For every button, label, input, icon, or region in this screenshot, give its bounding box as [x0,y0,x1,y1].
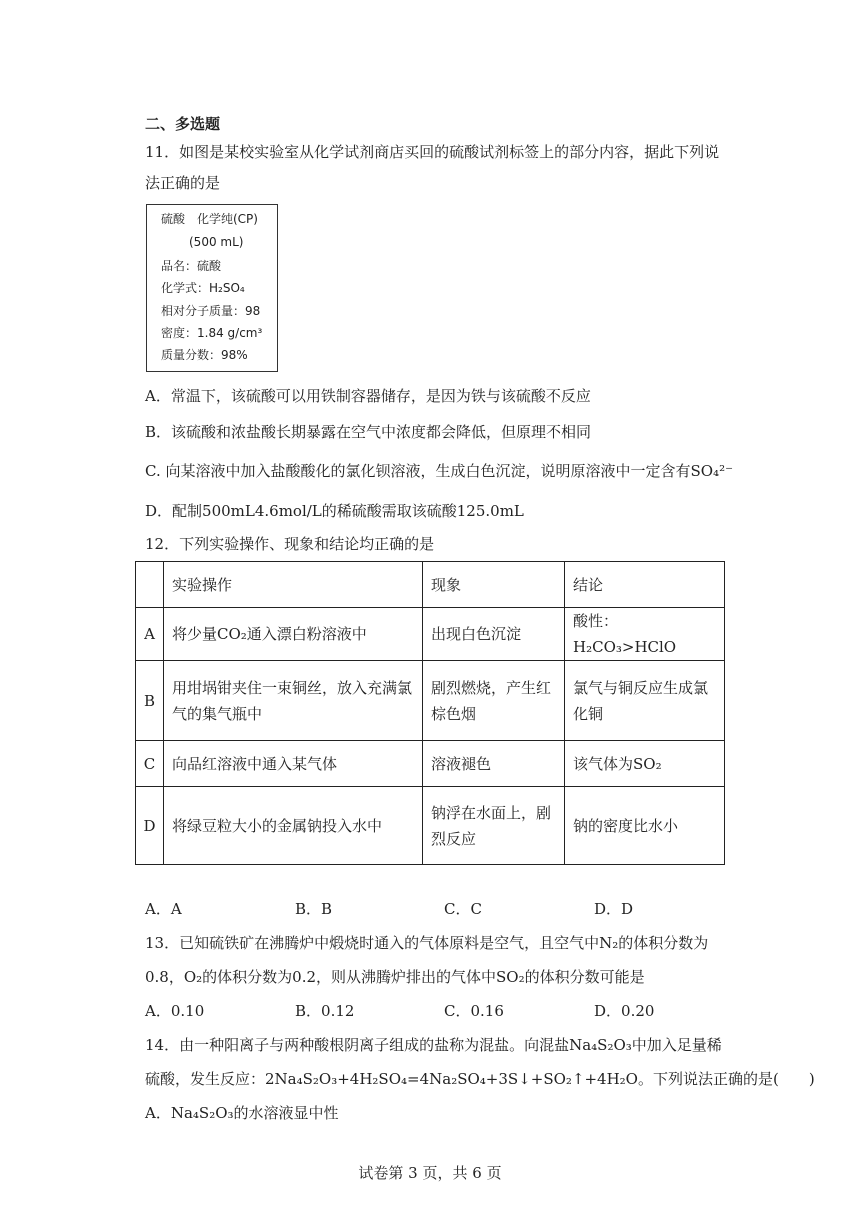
q12-stem: 12．下列实验操作、现象和结论均正确的是 [145,535,435,553]
row-letter: D [136,787,164,865]
header-cell: 现象 [423,562,565,608]
row-conclusion: 酸性：H₂CO₃>HClO [565,608,725,661]
q13-option-a: A．0.10 [145,1002,205,1020]
row-phenomenon: 钠浮在水面上，剧烈反应 [423,787,565,865]
row-phenomenon: 剧烈燃烧，产生红棕色烟 [423,661,565,741]
q12-option-d: D．D [594,900,634,918]
label-line-title: 硫酸 化学纯(CP) [161,212,258,226]
label-line-mass-fraction: 质量分数：98% [161,348,248,362]
row-letter: B [136,661,164,741]
row-operation: 将绿豆粒大小的金属钠投入水中 [164,787,423,865]
reagent-label [146,204,278,372]
row-operation: 将少量CO₂通入漂白粉溶液中 [164,608,423,661]
q14-stem-line1: 14．由一种阳离子与两种酸根阴离子组成的盐称为混盐。向混盐Na₄S₂O₃中加入足量稀 [145,1036,722,1054]
row-conclusion: 氯气与铜反应生成氯化铜 [565,661,725,741]
header-cell: 实验操作 [164,562,423,608]
q12-option-a: A．A [145,900,182,918]
q11-stem-line2: 法正确的是 [145,174,221,192]
q14-option-a: A．Na₄S₂O₃的水溶液显中性 [145,1104,339,1122]
label-line-molar-mass: 相对分子质量：98 [161,304,261,318]
q13-option-b: B．0.12 [295,1002,355,1020]
label-line-density: 密度：1.84 g/cm³ [161,326,263,340]
section-title: 二、多选题 [145,115,221,133]
q11-stem-line1: 11．如图是某校实验室从化学试剂商店买回的硫酸试剂标签上的部分内容，据此下列说 [145,143,720,161]
row-operation: 向品红溶液中通入某气体 [164,741,423,787]
label-line-volume: (500 mL) [189,235,244,249]
header-cell: 结论 [565,562,725,608]
row-operation: 用坩埚钳夹住一束铜丝，放入充满氯气的集气瓶中 [164,661,423,741]
q13-stem-line1: 13．已知硫铁矿在沸腾炉中煅烧时通入的气体原料是空气，且空气中N₂的体积分数为 [145,934,709,952]
q12-option-c: C．C [444,900,482,918]
q12-option-b: B．B [295,900,333,918]
row-letter: C [136,741,164,787]
experiment-table [135,561,725,865]
q13-stem-line2: 0.8，O₂的体积分数为0.2，则从沸腾炉排出的气体中SO₂的体积分数可能是 [145,968,645,986]
q13-option-d: D．0.20 [594,1002,655,1020]
q13-option-c: C．0.16 [444,1002,504,1020]
table-row [136,608,725,661]
row-conclusion: 钠的密度比水小 [565,787,725,865]
row-conclusion: 该气体为SO₂ [565,741,725,787]
q11-option-a: A．常温下，该硫酸可以用铁制容器储存，是因为铁与该硫酸不反应 [145,387,591,405]
label-line-name: 品名：硫酸 [161,259,222,273]
q11-option-c: C. 向某溶液中加入盐酸酸化的氯化钡溶液，生成白色沉淀，说明原溶液中一定含有SO₄²⁻ [145,462,733,480]
header-cell [136,562,164,608]
table-header-row [136,562,725,608]
q11-option-b: B．该硫酸和浓盐酸长期暴露在空气中浓度都会降低，但原理不相同 [145,423,592,441]
row-phenomenon: 溶液褪色 [423,741,565,787]
q11-option-d: D．配制500mL4.6mol/L的稀硫酸需取该硫酸125.0mL [145,502,524,520]
label-line-formula: 化学式：H₂SO₄ [161,281,245,295]
table-row [136,787,725,865]
q14-stem-line2: 硫酸，发生反应：2Na₄S₂O₃+4H₂SO₄=4Na₂SO₄+3S↓+SO₂↑+4H₂O。下列说法正确的是( ) [145,1070,815,1088]
row-letter: A [136,608,164,661]
table-row [136,741,725,787]
row-phenomenon: 出现白色沉淀 [423,608,565,661]
table-row [136,661,725,741]
page-footer: 试卷第 3 页，共 6 页 [358,1164,502,1182]
